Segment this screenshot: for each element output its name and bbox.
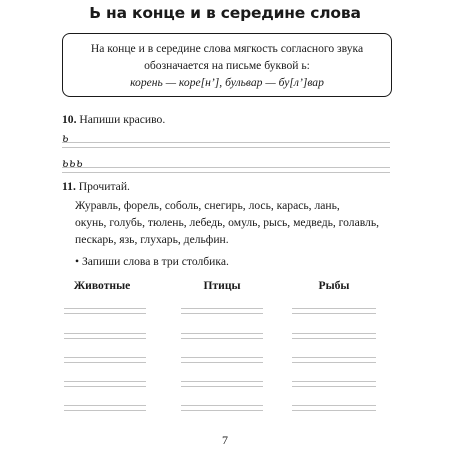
rule-box	[62, 33, 392, 97]
answer-line	[181, 386, 263, 387]
answer-line	[64, 362, 146, 363]
answer-line	[292, 410, 376, 411]
answer-line	[64, 313, 146, 314]
answer-line	[292, 357, 376, 358]
answer-line	[292, 386, 376, 387]
rule-text-line-1: На конце и в середине слова мягкость согласного звука	[90, 42, 364, 55]
writing-line	[62, 172, 390, 173]
page-title: Ь на конце и в середине слова	[89, 4, 361, 22]
task-11-text: Прочитай.	[78, 180, 130, 193]
answer-line	[64, 405, 146, 406]
answer-line	[64, 386, 146, 387]
answer-line	[181, 357, 263, 358]
task-10-number: 10.	[62, 113, 77, 126]
word-list-line-3: пескарь, язь, глухарь, дельфин.	[75, 233, 229, 246]
answer-line	[64, 308, 146, 309]
answer-line	[64, 333, 146, 334]
rule-text-line-2: обозначается на письме буквой ь:	[144, 59, 310, 72]
answer-line	[292, 381, 376, 382]
answer-line	[292, 405, 376, 406]
task-10-text: Напиши красиво.	[79, 113, 166, 126]
writing-sample-1: ь	[62, 131, 69, 145]
word-list-line-2: окунь, голубь, тюлень, лебедь, омуль, рысь, медведь, голавль,	[75, 216, 380, 229]
column-head-birds: Птицы	[203, 279, 241, 292]
task-10-heading	[62, 113, 165, 126]
rule-example: корень — коре[н’], бульвар — бу[л’]вар	[130, 76, 324, 89]
answer-line	[181, 313, 263, 314]
answer-line	[292, 308, 376, 309]
answer-line	[64, 338, 146, 339]
answer-line	[181, 338, 263, 339]
answer-line	[292, 362, 376, 363]
task-11-heading	[62, 180, 130, 193]
answer-line	[64, 410, 146, 411]
answer-line	[181, 333, 263, 334]
answer-line	[292, 313, 376, 314]
word-list	[75, 197, 395, 248]
page-number: 7	[222, 433, 228, 447]
task-11-number: 11.	[62, 180, 76, 193]
subtask-instruction: • Запиши слова в три столбика.	[75, 255, 229, 268]
word-list-line-1: Журавль, форель, соболь, снегирь, лось, карась, лань,	[75, 199, 340, 212]
answer-line	[181, 362, 263, 363]
writing-line	[62, 167, 390, 168]
answer-line	[181, 410, 263, 411]
writing-sample-2: ььь	[62, 156, 84, 170]
writing-line	[62, 142, 390, 143]
answer-line	[64, 381, 146, 382]
answer-line	[292, 333, 376, 334]
column-head-fish: Рыбы	[318, 279, 350, 292]
writing-line	[62, 147, 390, 148]
column-head-animals: Животные	[73, 279, 131, 292]
answer-line	[181, 405, 263, 406]
answer-line	[64, 357, 146, 358]
answer-line	[181, 381, 263, 382]
answer-line	[181, 308, 263, 309]
answer-line	[292, 338, 376, 339]
